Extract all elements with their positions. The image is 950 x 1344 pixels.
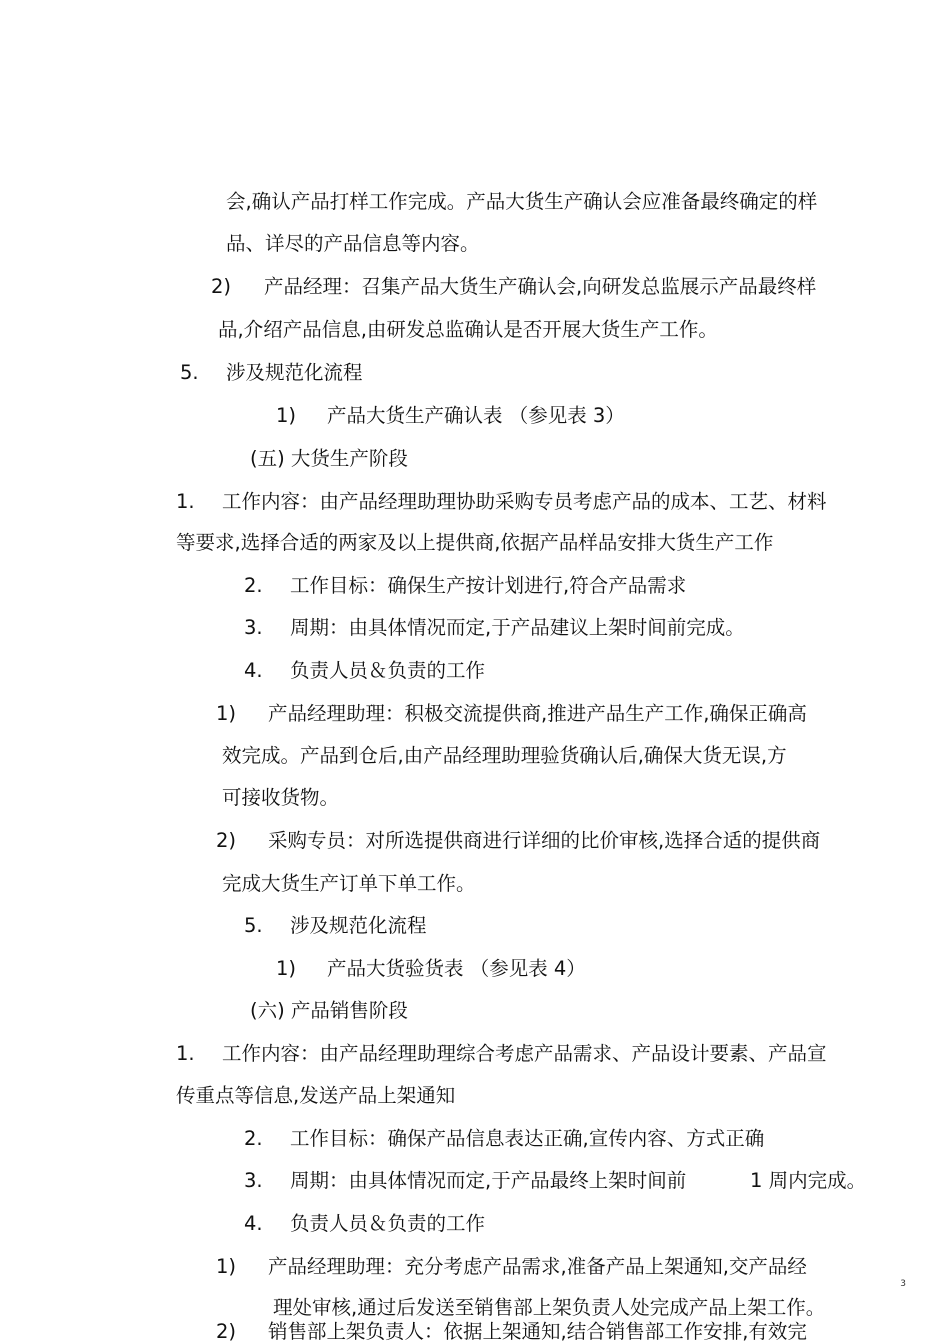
list-marker: 2)	[216, 829, 237, 852]
paragraph-line: 可接收货物。	[222, 786, 340, 809]
list-marker: 1.	[176, 1042, 195, 1065]
paragraph-line: 理处审核,通过后发送至销售部上架负责人处完成产品上架工作。	[273, 1296, 826, 1319]
list-item-text: 1 周内完成。	[750, 1169, 867, 1192]
list-marker: 2)	[211, 275, 232, 298]
list-marker: 3.	[244, 1169, 263, 1192]
list-item-text: 负责人员＆负责的工作	[290, 659, 486, 682]
section-heading: 涉及规范化流程	[226, 361, 363, 384]
list-marker: 1)	[276, 957, 297, 980]
list-marker: 2.	[244, 574, 263, 597]
list-marker: 1)	[216, 1255, 237, 1278]
list-item-text: 周期：由具体情况而定,于产品建议上架时间前完成。	[290, 616, 745, 639]
list-item-text: 销售部上架负责人：依据上架通知,结合销售部工作安排,有效完	[268, 1320, 807, 1343]
list-item-text: 采购专员：对所选提供商进行详细的比价审核,选择合适的提供商	[268, 829, 821, 852]
page-number: 3	[900, 1279, 906, 1289]
list-marker: 5.	[180, 361, 199, 384]
paragraph-line: 效完成。产品到仓后,由产品经理助理验货确认后,确保大货无误,方	[222, 744, 787, 767]
list-marker: 1)	[276, 404, 297, 427]
section-heading: 涉及规范化流程	[290, 914, 427, 937]
list-marker: 1.	[176, 490, 195, 513]
list-item-text: 产品经理：召集产品大货生产确认会,向研发总监展示产品最终样	[264, 275, 817, 298]
list-marker: 1)	[216, 702, 237, 725]
paragraph-line: 会,确认产品打样工作完成。产品大货生产确认会应准备最终确定的样	[226, 190, 818, 213]
paragraph-line: 传重点等信息,发送产品上架通知	[176, 1084, 456, 1107]
list-item-text: 工作内容：由产品经理助理协助采购专员考虑产品的成本、工艺、材料	[222, 490, 827, 513]
list-item-text: 产品大货生产确认表 （参见表 3）	[327, 404, 625, 427]
paragraph-line: 完成大货生产订单下单工作。	[222, 872, 476, 895]
list-marker: 2)	[216, 1320, 237, 1343]
section-heading: (六) 产品销售阶段	[250, 999, 408, 1022]
list-item-text: 工作目标：确保生产按计划进行,符合产品需求	[290, 574, 687, 597]
list-marker: 2.	[244, 1127, 263, 1150]
list-item-text: 工作内容：由产品经理助理综合考虑产品需求、产品设计要素、产品宣	[222, 1042, 827, 1065]
list-item-text: 产品经理助理：充分考虑产品需求,准备产品上架通知,交产品经	[268, 1255, 807, 1278]
list-marker: 4.	[244, 659, 263, 682]
list-item-text: 负责人员＆负责的工作	[290, 1212, 486, 1235]
list-item-text: 周期：由具体情况而定,于产品最终上架时间前	[290, 1169, 687, 1192]
section-heading: (五) 大货生产阶段	[250, 447, 408, 470]
paragraph-line: 等要求,选择合适的两家及以上提供商,依据产品样品安排大货生产工作	[176, 531, 774, 554]
list-item-text: 产品经理助理：积极交流提供商,推进产品生产工作,确保正确高	[268, 702, 807, 725]
paragraph-line: 品,介绍产品信息,由研发总监确认是否开展大货生产工作。	[218, 318, 718, 341]
paragraph-line: 品、详尽的产品信息等内容。	[226, 232, 480, 255]
list-marker: 5.	[244, 914, 263, 937]
list-item-text: 产品大货验货表 （参见表 4）	[327, 957, 586, 980]
list-marker: 3.	[244, 616, 263, 639]
list-item-text: 工作目标：确保产品信息表达正确,宣传内容、方式正确	[290, 1127, 765, 1150]
list-marker: 4.	[244, 1212, 263, 1235]
